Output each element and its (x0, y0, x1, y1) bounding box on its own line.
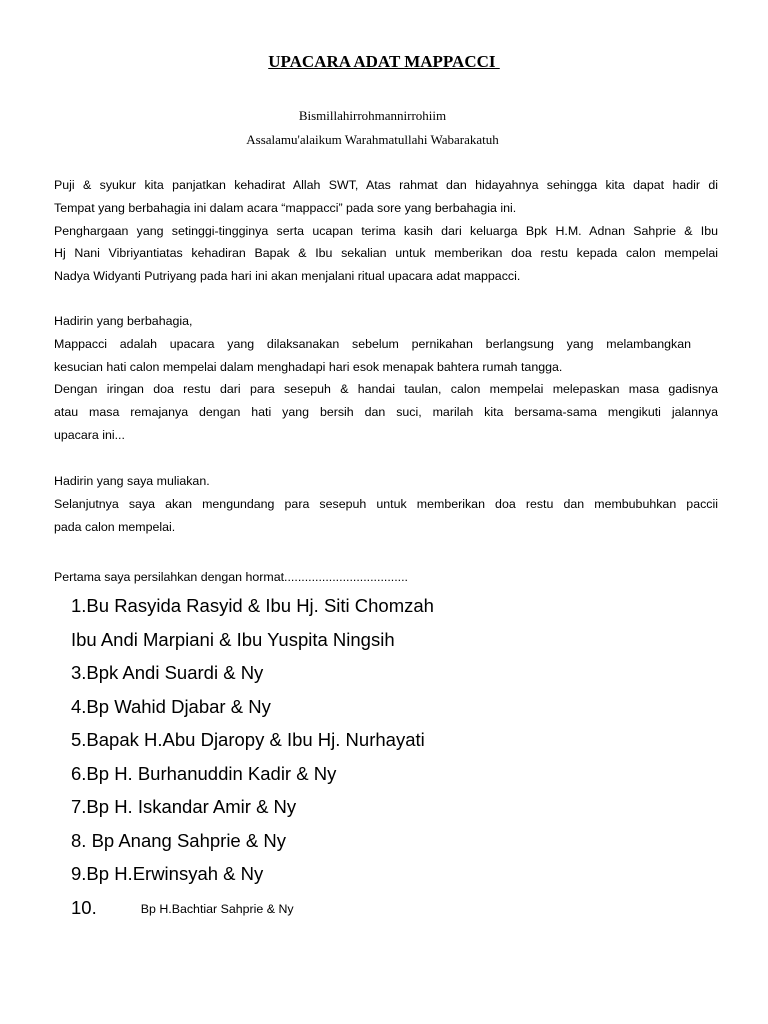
list-item: 1.Bu Rasyida Rasyid & Ibu Hj. Siti Chomzah (71, 595, 434, 616)
paragraph-line: Tempat yang berbahagia ini dalam acara “mappacci” pada sore yang berbahagia ini. (54, 200, 517, 215)
paragraph-first-invite (54, 566, 718, 589)
paragraph-invitation (54, 470, 718, 538)
list-item: 9.Bp H.Erwinsyah & Ny (71, 863, 264, 884)
paragraph-line: Hadirin yang saya muliakan. (54, 474, 210, 488)
paragraph-line: Hj Nani Vibriyantiatas kehadiran Bapak & Ibu sekalian untuk memberikan doa restu kepada calon mempelai (54, 246, 718, 261)
greeting-bismillah: Bismillahirrohmannirrohiim (298, 108, 447, 123)
list-item: 3.Bpk Andi Suardi & Ny (71, 662, 264, 683)
paragraph-line: Nadya Widyanti Putriyang pada hari ini akan menjalani ritual upacara adat mappacci. (54, 269, 521, 284)
greeting-salam: Assalamu'alaikum Warahmatullahi Wabarakatuh (246, 132, 499, 147)
paragraph-line: Selanjutnya saya akan mengundang para sesepuh untuk memberikan doa restu dan membubuhkan paccii (54, 496, 718, 511)
paragraph-line: Penghargaan yang setinggi-tingginya serta ucapan terima kasih dari keluarga Bpk H.M. Adnan Sahprie & Ibu (54, 223, 718, 238)
paragraph-line: Dengan iringan doa restu dari para sesepuh & handai taulan, calon mempelai melepaskan masa gadisnya (54, 382, 718, 397)
list-item-number: 10. (71, 896, 97, 918)
list-item (71, 891, 731, 925)
paragraph-mappacci-meaning (54, 310, 718, 447)
list-item: 8. Bp Anang Sahprie & Ny (71, 829, 286, 851)
list-item: 5.Bapak H.Abu Djaropy & Ibu Hj. Nurhayati (71, 729, 425, 750)
list-item: 7.Bp H. Iskandar Amir & Ny (71, 796, 297, 817)
paragraph-line: Hadirin yang berbahagia, (54, 314, 193, 328)
guest-list (71, 589, 731, 924)
list-item: 4.Bp Wahid Djabar & Ny (71, 695, 271, 717)
list-item: Ibu Andi Marpiani & Ibu Yuspita Ningsih (71, 628, 395, 650)
paragraph-line: Pertama saya persilahkan dengan hormat.................................... (54, 570, 408, 584)
paragraph-line: kesucian hati calon mempelai dalam menghadapi hari esok menapak bahtera rumah tangga. (54, 359, 563, 374)
paragraph-line: Mappacci adalah upacara yang dilaksanakan sebelum pernikahan berlangsung yang melambangkan (54, 336, 691, 351)
document-title: UPACARA ADAT MAPPACCI (268, 52, 500, 71)
paragraph-opening (54, 174, 718, 288)
list-item: 6.Bp H. Burhanuddin Kadir & Ny (71, 762, 337, 784)
paragraph-line: upacara ini... (54, 427, 125, 442)
paragraph-line: Puji & syukur kita panjatkan kehadirat Allah SWT, Atas rahmat dan hidayahnya sehingga kita dapat hadir di (54, 178, 718, 192)
paragraph-line: atau masa remajanya dengan hati yang bersih dan suci, marilah kita bersama-sama mengikuti jalannya (54, 405, 718, 420)
paragraph-line: pada calon mempelai. (54, 519, 176, 534)
list-item-name: Bp H.Bachtiar Sahprie & Ny (140, 901, 294, 916)
